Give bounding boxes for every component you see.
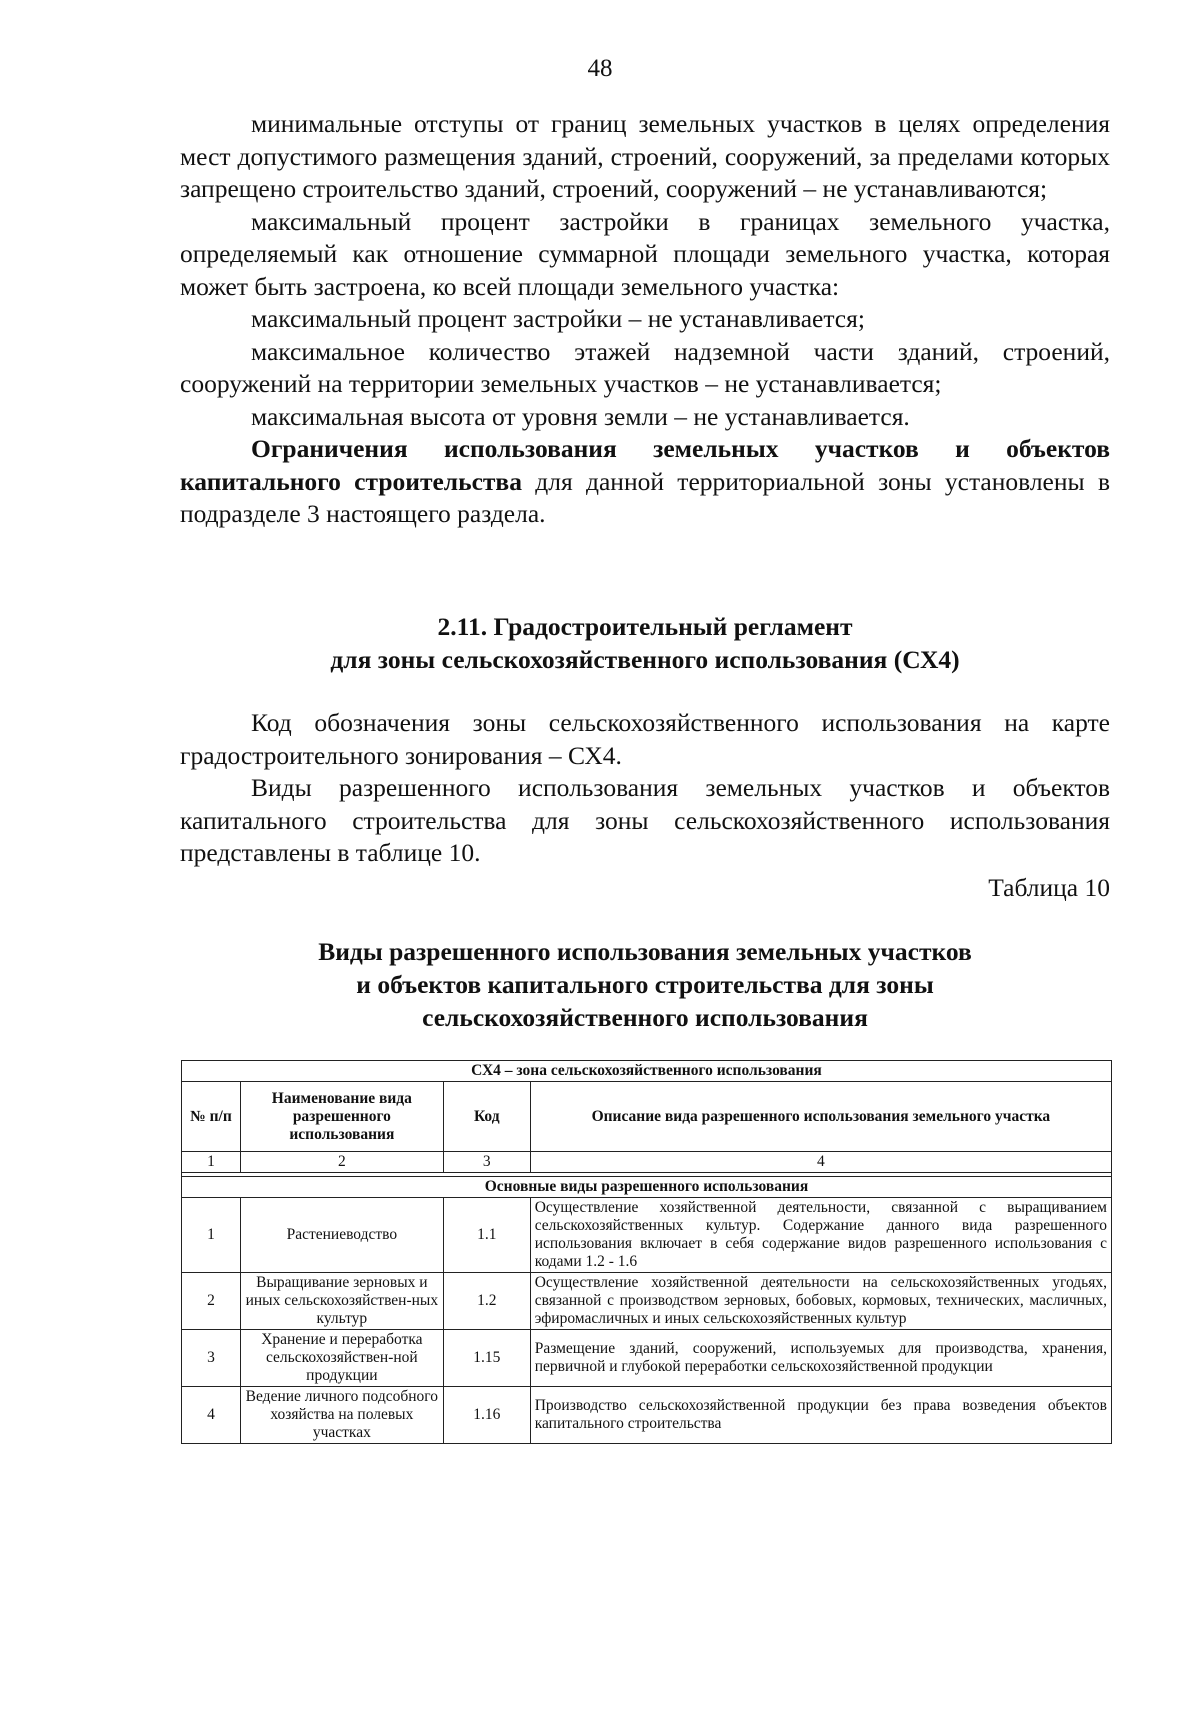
row-desc: Размещение зданий, сооружений, используемых для производства, хранения, первичной и глубокой переработки сельскохозяйственной продукции [530, 1330, 1111, 1387]
table-row [182, 1330, 1112, 1387]
restriction-rest-text: для данной территориальной зоны установлены в подразделе 3 настоящего раздела. [180, 466, 1111, 528]
column-number: 1 [182, 1152, 241, 1173]
row-num: 3 [182, 1330, 241, 1387]
table-row [182, 1198, 1112, 1273]
paragraph-zone-code: Код обозначения зоны сельскохозяйственного использования на карте градостроительного зонирования – СХ4. [180, 708, 1110, 770]
zone-header-row [182, 1061, 1112, 1082]
table-row [182, 1273, 1112, 1330]
row-num: 1 [182, 1198, 241, 1273]
section-text [180, 707, 1110, 870]
group-header: Основные виды разрешенного использования [182, 1177, 1112, 1198]
table-row [182, 1387, 1112, 1444]
paragraph-max-percent-definition: максимальный процент застройки в границах земельного участка, определяемый как отношение суммарной площади земельного участка, которая может быть застроена, ко всей площади земельного участка: [180, 206, 1110, 301]
row-desc: Производство сельскохозяйственной продукции без права возведения объектов капитального строительства [530, 1387, 1111, 1444]
row-code: 1.2 [443, 1273, 530, 1330]
row-desc: Осуществление хозяйственной деятельности на сельскохозяйственных угодьях, связанной с производством зерновых, бобовых, кормовых, технических, масличных, эфиромасличных и иных сельскохозяйственных культур [530, 1273, 1111, 1330]
column-number: 4 [530, 1152, 1111, 1173]
header-num: № п/п [182, 1082, 241, 1152]
row-num: 2 [182, 1273, 241, 1330]
table-title-line3: сельскохозяйственного использования [422, 1003, 868, 1032]
table-title-line2: и объектов капитального строительства для зоны [356, 970, 934, 999]
table-label: Таблица 10 [988, 873, 1110, 902]
permitted-uses-table [181, 1060, 1112, 1444]
page-number: 48 [587, 55, 613, 82]
section-heading-line1: 2.11. Градостроительный регламент [437, 612, 853, 641]
table-title [200, 935, 1090, 1034]
header-name: Наименование вида разрешенного использования [240, 1082, 443, 1152]
row-code: 1.15 [443, 1330, 530, 1387]
column-number: 2 [240, 1152, 443, 1173]
paragraph-max-floors: максимальное количество этажей надземной части зданий, строений, сооружений на территории земельных участков – не устанавливается; [180, 336, 1110, 398]
section-heading [180, 610, 1110, 676]
row-code: 1.16 [443, 1387, 530, 1444]
requirements-text [180, 108, 1110, 531]
row-name: Выращивание зерновых и иных сельскохозяйствен-ных культур [240, 1273, 443, 1330]
row-name: Растениеводство [240, 1198, 443, 1273]
column-number-row [182, 1152, 1112, 1173]
row-name: Хранение и переработка сельскохозяйствен-ной продукции [240, 1330, 443, 1387]
row-code: 1.1 [443, 1198, 530, 1273]
header-desc: Описание вида разрешенного использования земельного участка [530, 1082, 1111, 1152]
zone-header: СХ4 – зона сельскохозяйственного использования [182, 1061, 1112, 1082]
column-header-row [182, 1082, 1112, 1152]
restriction-bold-text: Ограничения использования земельных участков и объектов капитального строительства [180, 434, 1110, 496]
column-number: 3 [443, 1152, 530, 1173]
paragraph-table-reference: Виды разрешенного использования земельных участков и объектов капитального строительства для зоны сельскохозяйственного использования представлены в таблице 10. [180, 773, 1110, 867]
paragraph-max-height: максимальная высота от уровня земли – не устанавливается. [251, 401, 910, 431]
section-heading-line2: для зоны сельскохозяйственного использования (СХ4) [330, 645, 960, 674]
paragraph-restrictions [180, 433, 1110, 531]
paragraph-setbacks: минимальные отступы от границ земельных участков в целях определения мест допустимого размещения зданий, строений, сооружений, за пределами которых запрещено строительство зданий, строений, сооружений – не устанавливаются; [180, 109, 1110, 203]
row-desc: Осуществление хозяйственной деятельности, связанной с выращиванием сельскохозяйственных культур. Содержание данного вида разрешенного использования включает в себя содержание видов разрешенного использования с кодами 1.2 - 1.6 [530, 1198, 1111, 1273]
table-title-line1: Виды разрешенного использования земельных участков [318, 937, 972, 966]
row-name: Ведение личного подсобного хозяйства на полевых участках [240, 1387, 443, 1444]
group-header-row [182, 1177, 1112, 1198]
header-code: Код [443, 1082, 530, 1152]
row-num: 4 [182, 1387, 241, 1444]
paragraph-max-percent: максимальный процент застройки – не устанавливается; [251, 304, 865, 333]
